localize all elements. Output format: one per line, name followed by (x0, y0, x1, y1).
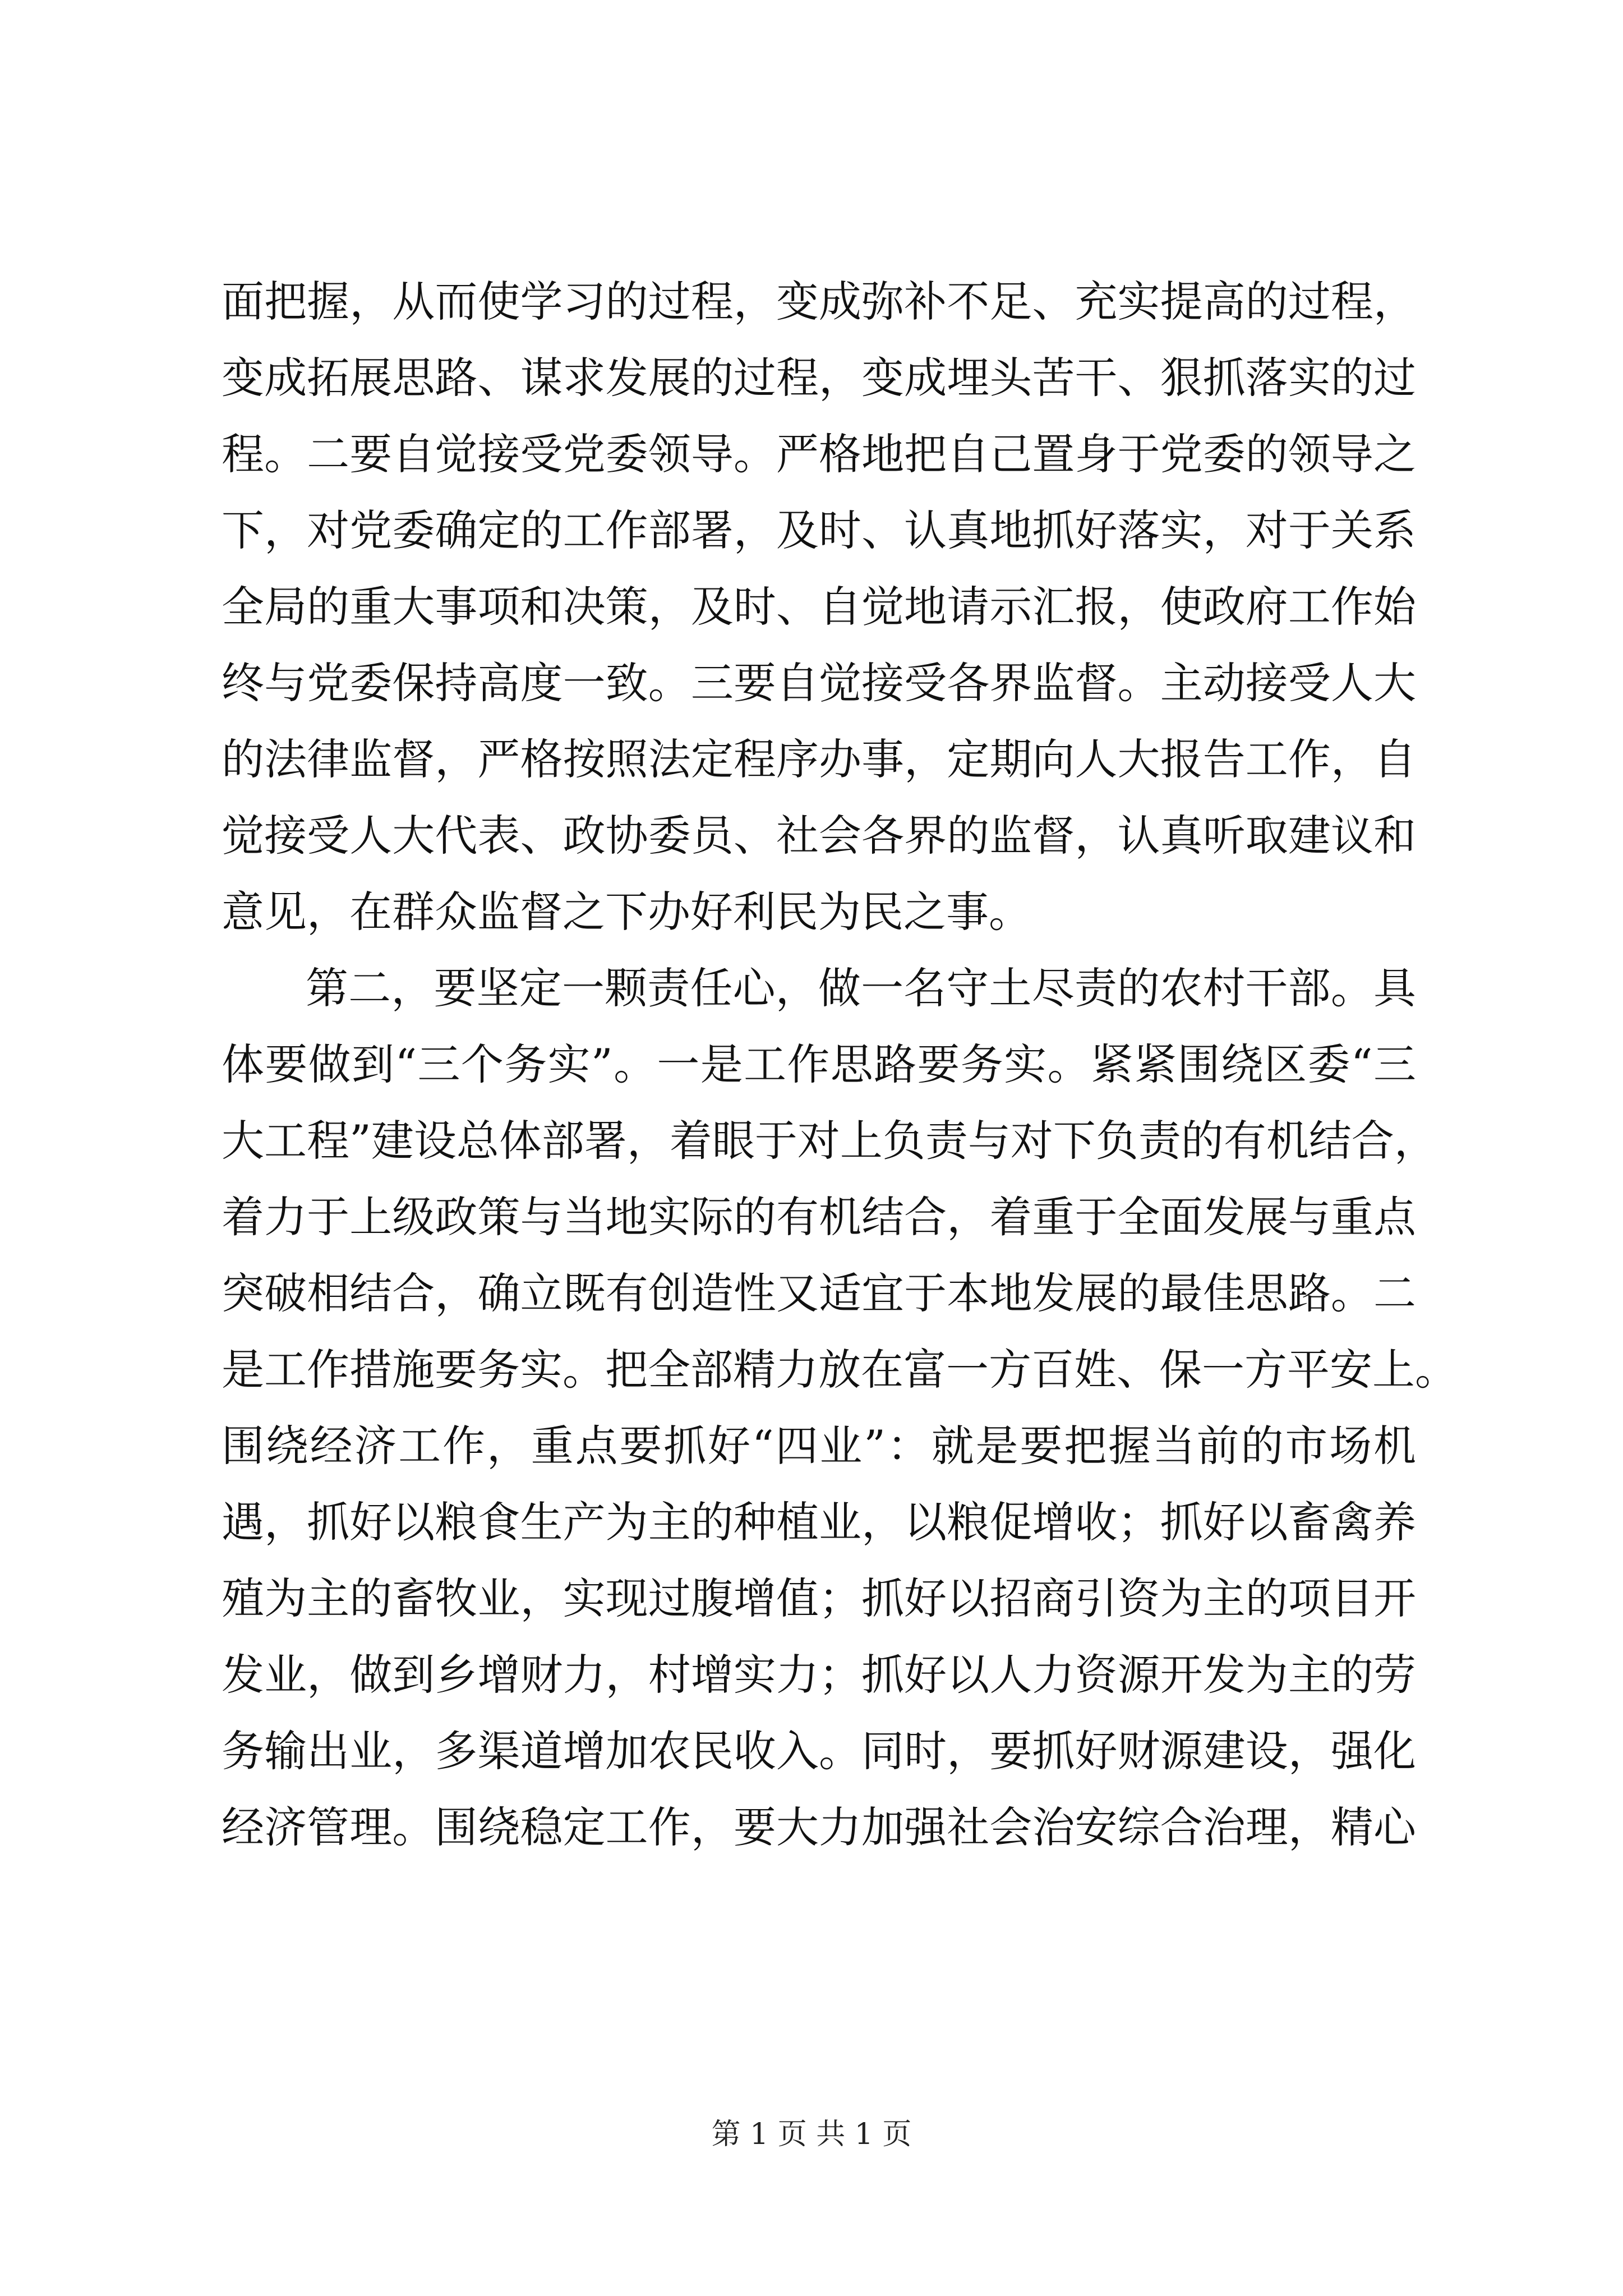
text-line-2: 变成拓展思路、谋求发展的过程，变成埋头苦干、狠抓落实的过 (222, 353, 1416, 403)
page-footer: 第 1 页 共 1 页 (711, 2118, 912, 2151)
text-line-14: 突破相结合，确立既有创造性又适宜于本地发展的最佳思路。二 (222, 1268, 1416, 1318)
text-line-9: 意见，在群众监督之下办好利民为民之事。 (222, 887, 1031, 937)
text-line-4: 下，对党委确定的工作部署，及时、认真地抓好落实，对于关系 (222, 505, 1416, 555)
text-line-10: 第二，要坚定一颗责任心，做一名守土尽责的农村干部。具 (306, 963, 1416, 1013)
text-line-19: 发业，做到乡增财力，村增实力；抓好以人力资源开发为主的劳 (222, 1650, 1416, 1700)
text-line-11: 体要做到“三个务实”。一是工作思路要务实。紧紧围绕区委“三 (222, 1039, 1416, 1089)
text-line-15: 是工作措施要务实。把全部精力放在富一方百姓、保一方平安上。 (222, 1345, 1458, 1395)
text-line-20: 务输出业，多渠道增加农民收入。同时，要抓好财源建设，强化 (222, 1726, 1416, 1776)
body-text (222, 264, 1458, 1866)
text-line-3: 程。二要自觉接受党委领导。严格地把自己置身于党委的领导之 (222, 429, 1416, 479)
text-line-18: 殖为主的畜牧业，实现过腹增值；抓好以招商引资为主的项目开 (222, 1573, 1416, 1623)
text-line-6: 终与党委保持高度一致。三要自觉接受各界监督。主动接受人大 (222, 658, 1416, 708)
text-line-7: 的法律监督，严格按照法定程序办事，定期向人大报告工作，自 (222, 734, 1416, 784)
text-line-8: 觉接受人大代表、政协委员、社会各界的监督，认真听取建议和 (222, 811, 1416, 861)
text-line-16: 围绕经济工作，重点要抓好“四业”：就是要把握当前的市场机 (222, 1421, 1416, 1471)
text-line-17: 遇，抓好以粮食生产为主的种植业，以粮促增收；抓好以畜禽养 (222, 1497, 1416, 1547)
text-line-1: 面把握，从而使学习的过程，变成弥补不足、充实提高的过程， (222, 277, 1416, 326)
text-line-13: 着力于上级政策与当地实际的有机结合，着重于全面发展与重点 (222, 1192, 1416, 1242)
text-line-5: 全局的重大事项和决策，及时、自觉地请示汇报，使政府工作始 (222, 582, 1416, 632)
text-line-12: 大工程”建设总体部署，着眼于对上负责与对下负责的有机结合， (222, 1116, 1437, 1166)
text-line-21: 经济管理。围绕稳定工作，要大力加强社会治安综合治理，精心 (222, 1802, 1416, 1852)
